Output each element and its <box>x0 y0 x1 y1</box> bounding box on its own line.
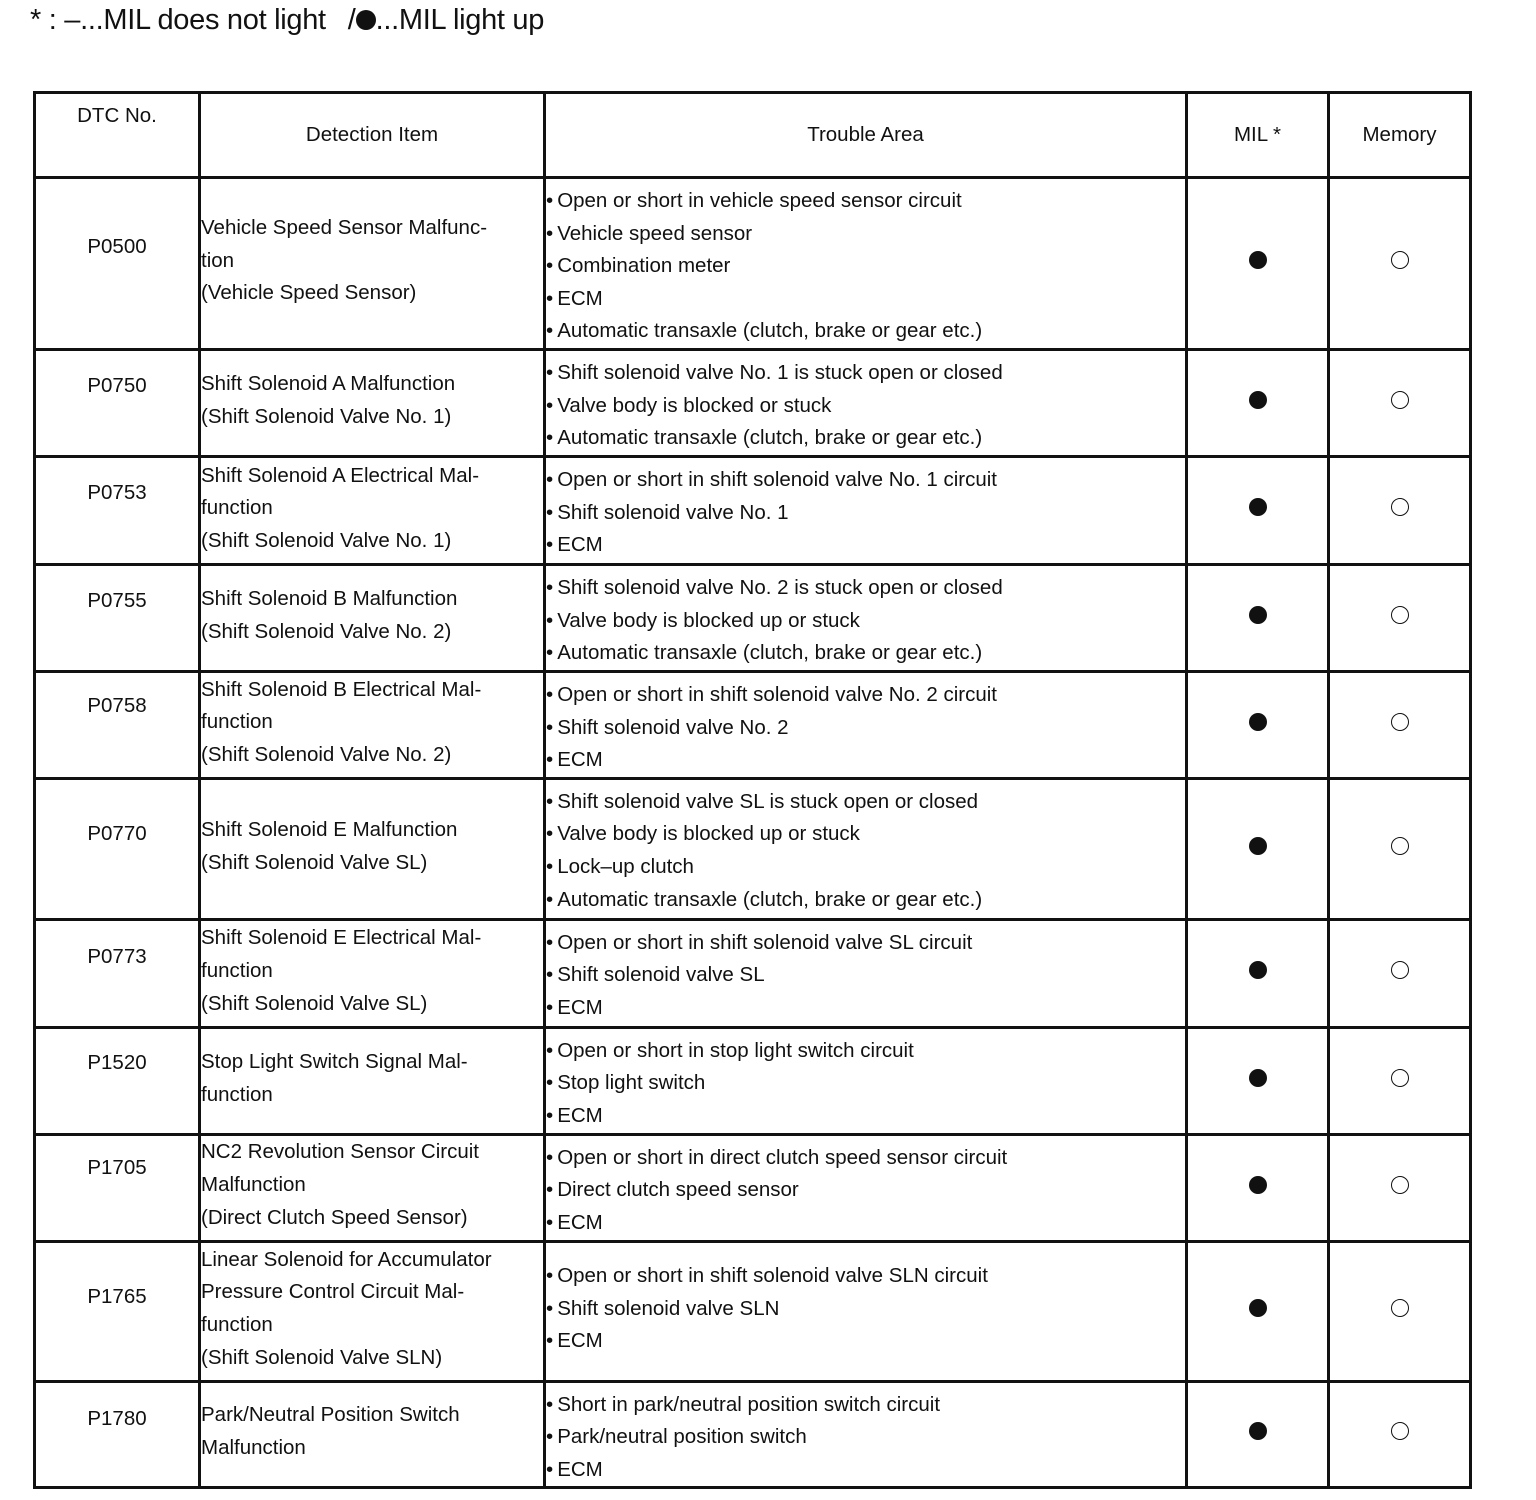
detection-item-line: (Shift Solenoid Valve No. 1) <box>201 404 452 428</box>
dtc-code-cell <box>35 1027 200 1134</box>
memory-cell <box>1329 671 1471 778</box>
dtc-code-cell <box>35 1241 200 1381</box>
mil-cell <box>1187 178 1329 350</box>
filled-circle-icon <box>1249 1422 1267 1440</box>
detection-item-line: Shift Solenoid A Malfunction <box>201 372 456 396</box>
memory-cell <box>1329 778 1471 919</box>
dtc-code: P1520 <box>87 1050 147 1074</box>
table-row <box>35 1381 1471 1488</box>
dtc-code: P0750 <box>87 373 147 397</box>
memory-cell <box>1329 919 1471 1027</box>
detection-item-line: (Direct Clutch Speed Sensor) <box>201 1205 468 1229</box>
table-row <box>35 1241 1471 1381</box>
trouble-area-item: • Open or short in shift solenoid valve SLN circuit <box>546 1260 1185 1293</box>
detection-item-cell <box>200 919 545 1027</box>
detection-item-line: function <box>201 958 273 982</box>
trouble-area-cell <box>545 1027 1187 1134</box>
trouble-area-list <box>546 1260 1185 1358</box>
detection-item-line: (Shift Solenoid Valve No. 2) <box>201 619 452 643</box>
mil-cell <box>1187 1241 1329 1381</box>
trouble-area-item: • Shift solenoid valve No. 2 <box>546 712 1185 745</box>
trouble-area-item: • ECM <box>546 1207 1185 1240</box>
detection-item-cell <box>200 671 545 778</box>
trouble-area-cell <box>545 1134 1187 1241</box>
table-row <box>35 178 1471 350</box>
table-row <box>35 564 1471 671</box>
trouble-area-cell <box>545 1241 1187 1381</box>
detection-item-line: Malfunction <box>201 1435 306 1459</box>
detection-item-cell <box>200 178 545 350</box>
table-body <box>35 178 1471 1488</box>
trouble-area-item: • Open or short in vehicle speed sensor circuit <box>546 185 1185 218</box>
open-circle-icon <box>1391 1176 1409 1194</box>
trouble-area-list <box>546 1389 1185 1487</box>
table-row <box>35 671 1471 778</box>
trouble-area-item: • ECM <box>546 1454 1185 1487</box>
mil-cell <box>1187 919 1329 1027</box>
trouble-area-item: • ECM <box>546 1100 1185 1133</box>
filled-circle-icon <box>1249 713 1267 731</box>
detection-item-line: tion <box>201 248 235 272</box>
trouble-area-item: • Short in park/neutral position switch circuit <box>546 1389 1185 1422</box>
trouble-area-item: • Valve body is blocked up or stuck <box>546 605 1185 638</box>
trouble-area-list <box>546 357 1185 455</box>
trouble-area-list <box>546 927 1185 1025</box>
detection-item-line: Vehicle Speed Sensor Malfunc- <box>201 216 488 240</box>
detection-item-line: (Shift Solenoid Valve No. 2) <box>201 742 452 766</box>
dtc-code: P0500 <box>87 235 147 258</box>
dtc-code: P1780 <box>87 1406 147 1430</box>
dtc-code-cell <box>35 1134 200 1241</box>
trouble-area-cell <box>545 919 1187 1027</box>
legend-prefix: * : –... <box>30 4 104 36</box>
mil-cell <box>1187 1134 1329 1241</box>
open-circle-icon <box>1391 498 1409 516</box>
trouble-area-item: • Shift solenoid valve SL <box>546 959 1185 992</box>
dtc-code-cell <box>35 778 200 919</box>
trouble-area-list <box>546 786 1185 916</box>
detection-item-line: (Shift Solenoid Valve SL) <box>201 991 428 1015</box>
trouble-area-item: • ECM <box>546 744 1185 777</box>
open-circle-icon <box>1391 837 1409 855</box>
filled-circle-icon <box>1249 251 1267 269</box>
trouble-area-item: • Automatic transaxle (clutch, brake or gear etc.) <box>546 637 1185 670</box>
legend-slash: / <box>347 4 356 36</box>
trouble-area-item: • Automatic transaxle (clutch, brake or gear etc.) <box>546 422 1185 455</box>
table-row <box>35 456 1471 564</box>
detection-item-line: function <box>201 1082 273 1106</box>
detection-item-line: (Shift Solenoid Valve SLN) <box>201 1345 443 1369</box>
detection-item-line: (Shift Solenoid Valve SL) <box>201 850 428 874</box>
detection-item-line: Shift Solenoid B Electrical Mal- <box>201 677 482 701</box>
filled-circle-icon <box>1249 1176 1267 1194</box>
table-row <box>35 778 1471 919</box>
mil-cell <box>1187 778 1329 919</box>
open-circle-icon <box>1391 1069 1409 1087</box>
detection-item-cell <box>200 564 545 671</box>
filled-circle-icon <box>1249 391 1267 409</box>
table-header-row <box>35 93 1471 178</box>
dtc-code-cell <box>35 456 200 564</box>
open-circle-icon <box>1391 1422 1409 1440</box>
trouble-area-item: • Lock–up clutch <box>546 851 1185 884</box>
trouble-area-list <box>546 572 1185 670</box>
trouble-area-cell <box>545 1381 1187 1488</box>
trouble-area-list <box>546 185 1185 348</box>
filled-circle-icon <box>1249 606 1267 624</box>
trouble-area-list <box>546 679 1185 777</box>
mil-cell <box>1187 671 1329 778</box>
trouble-area-item: • Open or short in direct clutch speed sensor circuit <box>546 1142 1185 1175</box>
detection-item-cell <box>200 1134 545 1241</box>
legend-on-text: ...MIL light up <box>375 4 545 36</box>
trouble-area-item: • Shift solenoid valve SL is stuck open or closed <box>546 786 1185 819</box>
legend-off-text: MIL does not light <box>103 4 326 36</box>
detection-item-cell <box>200 1027 545 1134</box>
header-dtc-no: DTC No. <box>35 93 200 178</box>
trouble-area-item: • Open or short in shift solenoid valve No. 1 circuit <box>546 464 1185 497</box>
memory-cell <box>1329 1381 1471 1488</box>
trouble-area-item: • Valve body is blocked up or stuck <box>546 818 1185 851</box>
trouble-area-item: • Shift solenoid valve No. 1 <box>546 497 1185 530</box>
filled-circle-icon <box>1249 961 1267 979</box>
detection-item-line: Park/Neutral Position Switch <box>201 1402 460 1426</box>
table-row <box>35 349 1471 456</box>
legend <box>30 4 544 37</box>
table-row <box>35 919 1471 1027</box>
dtc-code: P0770 <box>87 821 147 845</box>
dtc-code-cell <box>35 564 200 671</box>
open-circle-icon <box>1391 1299 1409 1317</box>
filled-circle-icon <box>1249 837 1267 855</box>
dtc-code-cell <box>35 671 200 778</box>
detection-item-line: Pressure Control Circuit Mal- <box>201 1280 465 1304</box>
detection-item-line: Stop Light Switch Signal Mal- <box>201 1050 468 1074</box>
header-detection-item: Detection Item <box>200 93 545 178</box>
table-row <box>35 1134 1471 1241</box>
header-mil: MIL * <box>1187 93 1329 178</box>
detection-item-line: Linear Solenoid for Accumulator <box>201 1247 492 1271</box>
mil-cell <box>1187 1027 1329 1134</box>
open-circle-icon <box>1391 713 1409 731</box>
trouble-area-item: • Shift solenoid valve No. 1 is stuck open or closed <box>546 357 1185 390</box>
trouble-area-item: • Shift solenoid valve No. 2 is stuck open or closed <box>546 572 1185 605</box>
dtc-code: P0773 <box>87 944 147 968</box>
trouble-area-list <box>546 464 1185 562</box>
memory-cell <box>1329 456 1471 564</box>
detection-item-line: Shift Solenoid E Electrical Mal- <box>201 926 482 950</box>
trouble-area-item: • Automatic transaxle (clutch, brake or gear etc.) <box>546 884 1185 917</box>
detection-item-line: function <box>201 496 273 520</box>
dtc-code-cell <box>35 919 200 1027</box>
trouble-area-cell <box>545 778 1187 919</box>
trouble-area-cell <box>545 349 1187 456</box>
trouble-area-item: • Open or short in stop light switch circuit <box>546 1035 1185 1068</box>
trouble-area-cell <box>545 564 1187 671</box>
dtc-code: P0758 <box>87 693 147 717</box>
detection-item-line: (Shift Solenoid Valve No. 1) <box>201 528 452 552</box>
trouble-area-item: • Vehicle speed sensor <box>546 218 1185 251</box>
trouble-area-item: • Combination meter <box>546 250 1185 283</box>
detection-item-line: (Vehicle Speed Sensor) <box>201 281 417 305</box>
open-circle-icon <box>1391 961 1409 979</box>
dtc-code: P0755 <box>87 588 147 612</box>
detection-item-line: Shift Solenoid B Malfunction <box>201 587 458 611</box>
memory-cell <box>1329 564 1471 671</box>
detection-item-line: Shift Solenoid E Malfunction <box>201 818 458 842</box>
table-row <box>35 1027 1471 1134</box>
trouble-area-item: • Open or short in shift solenoid valve SL circuit <box>546 927 1185 960</box>
trouble-area-item: • Shift solenoid valve SLN <box>546 1293 1185 1326</box>
trouble-area-item: • ECM <box>546 1325 1185 1358</box>
dtc-code: P0753 <box>87 480 147 504</box>
trouble-area-cell <box>545 456 1187 564</box>
memory-cell <box>1329 1027 1471 1134</box>
detection-item-cell <box>200 456 545 564</box>
trouble-area-item: • ECM <box>546 529 1185 562</box>
detection-item-cell <box>200 1381 545 1488</box>
trouble-area-item: • Stop light switch <box>546 1067 1185 1100</box>
dtc-table <box>33 91 1472 1489</box>
trouble-area-item: • Open or short in shift solenoid valve No. 2 circuit <box>546 679 1185 712</box>
dtc-code-cell <box>35 178 200 350</box>
trouble-area-item: • Park/neutral position switch <box>546 1421 1185 1454</box>
memory-cell <box>1329 1134 1471 1241</box>
open-circle-icon <box>1391 606 1409 624</box>
trouble-area-cell <box>545 178 1187 350</box>
dtc-code-cell <box>35 349 200 456</box>
detection-item-cell <box>200 349 545 456</box>
detection-item-line: Shift Solenoid A Electrical Mal- <box>201 463 480 487</box>
dtc-code: P1765 <box>87 1284 147 1308</box>
mil-cell <box>1187 564 1329 671</box>
header-trouble-area: Trouble Area <box>545 93 1187 178</box>
detection-item-line: Malfunction <box>201 1172 306 1196</box>
trouble-area-list <box>546 1035 1185 1133</box>
detection-item-line: NC2 Revolution Sensor Circuit <box>201 1140 480 1164</box>
trouble-area-item: • ECM <box>546 283 1185 316</box>
trouble-area-cell <box>545 671 1187 778</box>
trouble-area-list <box>546 1142 1185 1240</box>
mil-cell <box>1187 456 1329 564</box>
filled-circle-icon <box>1249 498 1267 516</box>
trouble-area-item: • ECM <box>546 992 1185 1025</box>
trouble-area-item: • Automatic transaxle (clutch, brake or gear etc.) <box>546 315 1185 348</box>
open-circle-icon <box>1391 391 1409 409</box>
header-memory: Memory <box>1329 93 1471 178</box>
detection-item-cell <box>200 778 545 919</box>
dtc-code: P1705 <box>87 1155 147 1179</box>
open-circle-icon <box>1391 251 1409 269</box>
filled-circle-icon <box>356 10 376 30</box>
dtc-code-cell <box>35 1381 200 1488</box>
filled-circle-icon <box>1249 1299 1267 1317</box>
filled-circle-icon <box>1249 1069 1267 1087</box>
mil-cell <box>1187 349 1329 456</box>
trouble-area-item: • Direct clutch speed sensor <box>546 1174 1185 1207</box>
detection-item-line: function <box>201 710 273 734</box>
detection-item-cell <box>200 1241 545 1381</box>
memory-cell <box>1329 349 1471 456</box>
memory-cell <box>1329 1241 1471 1381</box>
trouble-area-item: • Valve body is blocked or stuck <box>546 390 1185 423</box>
memory-cell <box>1329 178 1471 350</box>
mil-cell <box>1187 1381 1329 1488</box>
detection-item-line: function <box>201 1313 273 1337</box>
